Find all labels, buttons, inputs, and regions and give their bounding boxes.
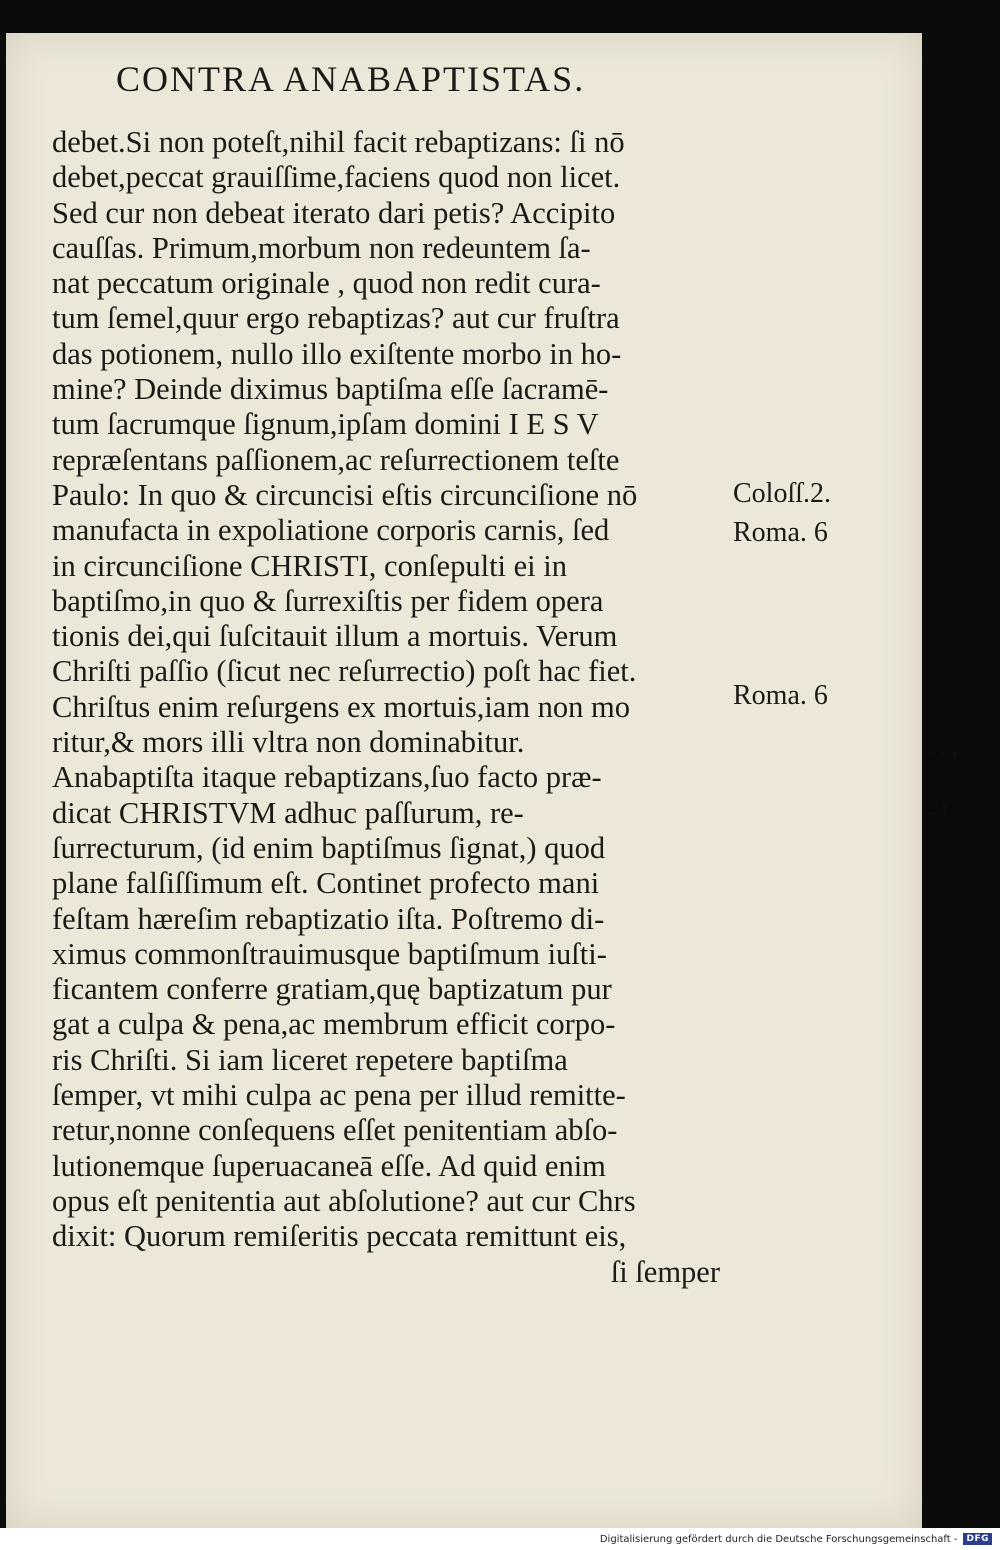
text-line: mine? Deinde diximus baptiſma eſſe ſacramē- (52, 372, 609, 407)
text-line: tum ſacrumque ſignum,ipſam domini I E S V (52, 407, 599, 442)
marginal-note-romans-2: Roma. 6 (733, 680, 828, 711)
catchword: ſi ſemper (610, 1254, 720, 1289)
text-line: dixit: Quorum remiſeritis peccata remittunt eis, (52, 1219, 627, 1254)
text-line: debet.Si non poteſt,nihil facit rebaptizans: ſi nō (52, 125, 625, 159)
text-line: gat a culpa & pena,ac membrum efficit corpo- (52, 1007, 616, 1042)
marginal-note-colossians: Coloſſ.2. (733, 478, 832, 509)
dfg-logo: DFG (963, 1533, 992, 1545)
text-line: manufacta in expoliatione corporis carnis, ſed (52, 513, 610, 548)
body-text (52, 125, 732, 1290)
text-line: Paulo: In quo & circuncisi eſtis circunciſione nō (52, 477, 638, 512)
text-line: Chriſtus enim reſurgens ex mortuis,iam non mo (52, 689, 631, 724)
text-line: ris Chriſti. Si iam liceret repetere baptiſma (52, 1042, 568, 1077)
text-line: tionis dei,qui ſuſcitauit illum a mortuis. Verum (52, 619, 618, 654)
text-line: Sed cur non debeat iterato dari petis? Accipito (52, 195, 616, 230)
text-line: Chriſti paſſio (ſicut nec reſurrectio) poſt hac fiet. (52, 654, 637, 689)
text-line: das potionem, nullo illo exiſtente morbo in ho- (52, 336, 622, 371)
text-line: ximus commonſtrauimusque baptiſmum iuſti- (52, 936, 607, 971)
text-line: ficantem conferre gratiam,quę baptizatum pur (52, 972, 612, 1007)
text-line: ſemper, vt mihi culpa ac pena per illud remitte- (52, 1078, 626, 1113)
text-line: repræſentans paſſionem,ac reſurrectionem teſte (52, 442, 620, 477)
text-line: in circunciſione CHRISTI, conſepulti ei in (52, 548, 568, 583)
text-line: Anabaptiſta itaque rebaptizans,ſuo facto præ- (52, 760, 602, 795)
text-line: opus eſt penitentia aut abſolutione? aut cur Chrs (52, 1183, 636, 1218)
text-line: dicat CHRISTVM adhuc paſſurum, re- (52, 795, 524, 830)
text-line: feſtam hæreſim rebaptizatio iſta. Poſtremo di- (52, 901, 605, 936)
show-through-mark: . : (930, 795, 948, 820)
running-head: CONTRA ANABAPTISTAS. (116, 59, 586, 99)
text-line: nat peccatum originale , quod non redit cura- (52, 266, 601, 301)
show-through-mark: . . , (930, 735, 958, 760)
marginal-note-romans-1: Roma. 6 (733, 517, 828, 548)
footer-bar (0, 1528, 1000, 1550)
text-line: ritur,& mors illi vltra non dominabitur. (52, 725, 525, 760)
footer-credit: Digitalisierung gefördert durch die Deutsche Forschungsgemeinschaft - (599, 1533, 958, 1545)
text-line: retur,nonne conſequens eſſet penitentiam abſo- (52, 1113, 618, 1148)
text-line: plane falſiſſimum eſt. Continet profecto mani (52, 866, 600, 901)
text-line: lutionemque ſuperuacaneā eſſe. Ad quid enim (52, 1148, 606, 1183)
text-line: tum ſemel,quur ergo rebaptizas? aut cur fruſtra (52, 301, 620, 336)
text-line: ſurrecturum, (id enim baptiſmus ſignat,) quod (52, 830, 606, 865)
text-line: cauſſas. Primum,morbum non redeuntem ſa- (52, 230, 591, 265)
text-line: debet,peccat grauiſſime,faciens quod non licet. (52, 160, 621, 195)
text-line: baptiſmo,in quo & ſurrexiſtis per fidem opera (52, 583, 604, 618)
